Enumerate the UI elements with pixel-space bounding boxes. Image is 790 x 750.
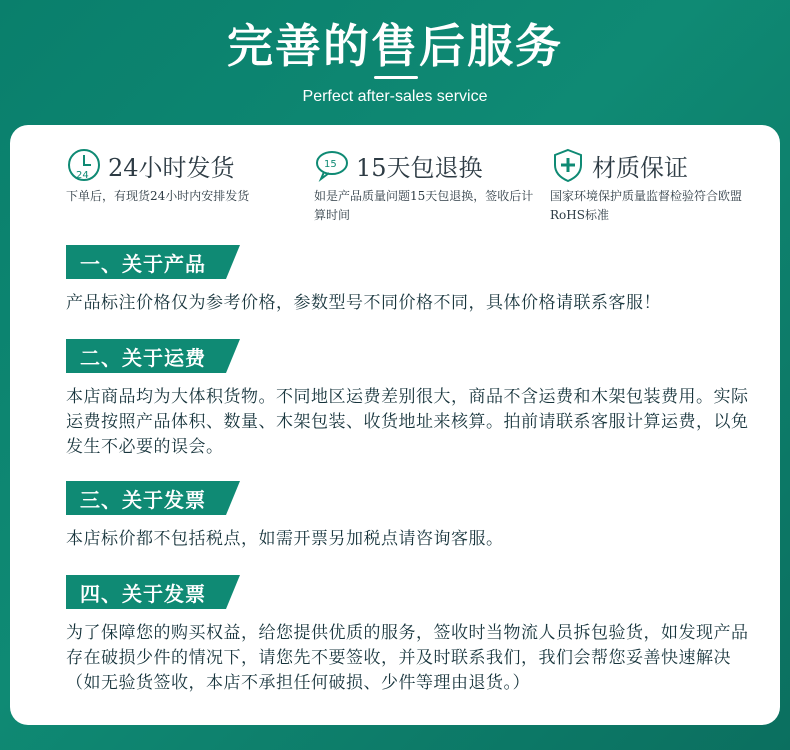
section-tag [66,481,240,515]
section-invoice [66,481,756,552]
header [0,0,790,125]
section-product [66,245,756,316]
feature-desc: 下单后，有现货24小时内安排发货 [66,189,250,203]
clock-24-icon [66,147,102,183]
section-tag [66,575,240,609]
section-inspection [66,575,756,696]
page-subtitle: Perfect after-sales service [302,88,488,105]
section-tag-label: 四、关于发票 [80,582,206,606]
feature-row [10,125,780,235]
section-tag-label: 二、关于运费 [80,346,206,370]
section-body: 为了保障您的购买权益，给您提供优质的服务，签收时当物流人员拆包验货，如发现产品存在破损少件的情况下，请您先不要签收，并及时联系我们，我们会帮您妥善快速解决（如无验货签收，本店不承担任何破损、少件等理由退货。） [66,623,749,693]
feature-desc: 国家环境保护质量监督检验符合欧盟RoHS标准 [550,189,743,222]
feature-title: 材质保证 [592,153,688,182]
feature-title: 24小时发货 [108,153,235,182]
chat-15-icon [314,147,350,183]
section-body: 本店商品均为大体积货物。不同地区运费差别很大，商品不含运费和木架包装费用。实际运费按照产品体积、数量、木架包装、收货地址来核算。拍前请联系客服计算运费，以免发生不必要的误会。 [66,387,749,457]
feature-shipping [66,147,316,206]
feature-returns [314,147,544,225]
title-divider [374,76,418,79]
feature-desc: 如是产品质量问题15天包退换，签收后计算时间 [314,189,534,222]
section-shipping-fee [66,339,756,460]
page-title: 完善的售后服务 [227,19,563,73]
section-body: 本店标价都不包括税点，如需开票另加税点请咨询客服。 [66,529,504,549]
svg-text:15: 15 [324,159,337,170]
feature-title: 15天包退换 [356,153,483,182]
feature-material [550,147,760,225]
section-body: 产品标注价格仅为参考价格，参数型号不同价格不同，具体价格请联系客服！ [66,293,661,313]
section-tag-label: 三、关于发票 [80,488,206,512]
section-tag [66,339,240,373]
svg-text:24: 24 [76,170,89,181]
shield-cross-icon [550,147,586,183]
service-card [10,125,780,725]
section-tag-label: 一、关于产品 [80,252,206,276]
section-tag [66,245,240,279]
